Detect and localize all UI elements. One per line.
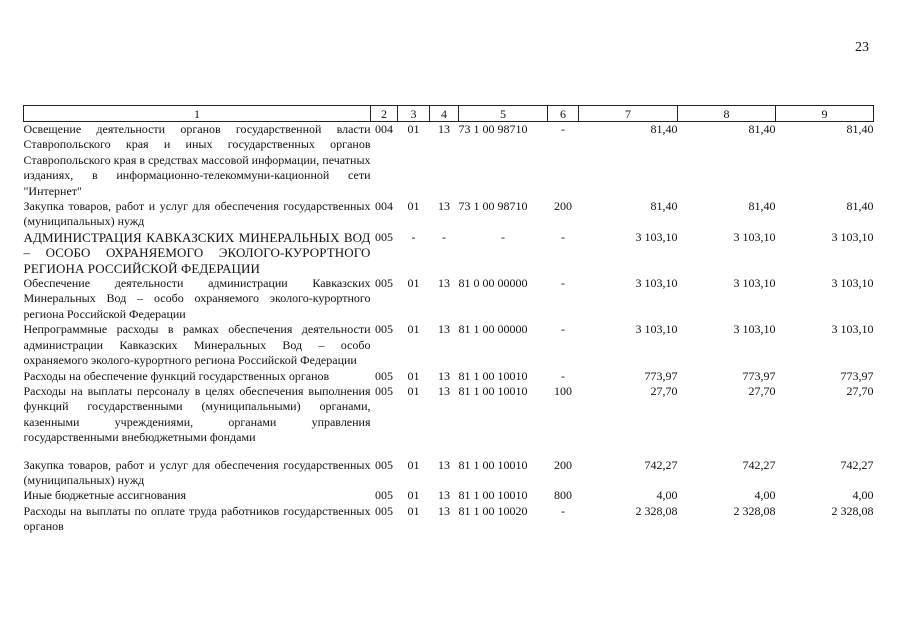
budget-table <box>23 105 874 535</box>
row-amount-3: 3 103,10 <box>831 276 874 291</box>
page-number: 23 <box>855 40 869 55</box>
row-ministry-code: 005 <box>375 383 393 398</box>
row-amount-2: 3 103,10 <box>733 322 776 337</box>
row-section-code: - <box>411 229 416 244</box>
row-target-code: 81 1 00 10010 <box>458 488 528 503</box>
table-header <box>24 106 874 122</box>
table-row <box>24 446 874 489</box>
row-section-code: 01 <box>407 503 420 518</box>
row-amount-1: 4,00 <box>656 488 678 503</box>
row-expense-type: - <box>561 368 565 383</box>
row-target-code: 73 1 00 98710 <box>458 199 528 214</box>
row-amount-3: 742,27 <box>840 457 874 472</box>
row-target-code: 81 1 00 00000 <box>458 322 528 337</box>
row-name: АДМИНИСТРАЦИЯ КАВКАЗСКИХ МИНЕРАЛЬНЫХ ВОД – ОСОБО ОХРАНЯЕМОГО ЭКОЛОГО-КУРОРТНОГО РЕГИОНА РОССИЙСКОЙ ФЕДЕРАЦИИ <box>23 229 371 276</box>
row-amount-2: 2 328,08 <box>733 503 776 518</box>
row-ministry-code: 005 <box>375 503 393 518</box>
row-amount-3: 3 103,10 <box>831 229 874 244</box>
row-target-code: 81 1 00 10020 <box>458 503 528 518</box>
row-ministry-code: 004 <box>375 199 393 214</box>
row-expense-type: - <box>561 122 565 136</box>
row-expense-type: - <box>561 229 565 244</box>
row-section-code: 01 <box>407 276 420 291</box>
row-name: Расходы на выплаты персоналу в целях обеспечения выполнения функций государственными (муниципальными) органами, казенными учреждениями, органами управления государственными внебюджетными фондами <box>23 383 371 445</box>
row-amount-1: 3 103,10 <box>635 322 678 337</box>
row-amount-2: 773,97 <box>742 368 776 383</box>
header-col-3: 3 <box>398 106 430 122</box>
row-name: Расходы на обеспечение функций государственных органов <box>23 368 330 383</box>
row-section-code: 01 <box>407 122 420 136</box>
header-col-6: 6 <box>548 106 579 122</box>
row-ministry-code: 005 <box>375 276 393 291</box>
row-name: Непрограммные расходы в рамках обеспечения деятельности администрации Кавказских Минеральных Вод – особо охраняемого эколого-курортного региона Российской Федерации <box>23 322 371 368</box>
row-target-code: 81 1 00 10010 <box>458 457 528 472</box>
header-row <box>24 106 874 122</box>
header-col-7: 7 <box>579 106 678 122</box>
row-amount-1: 27,70 <box>650 383 678 398</box>
row-subsection-code: 13 <box>438 122 450 136</box>
row-amount-1: 81,40 <box>650 199 678 214</box>
row-amount-3: 4,00 <box>852 488 874 503</box>
row-name: Закупка товаров, работ и услуг для обеспечения государственных (муниципальных) нужд <box>23 199 371 229</box>
row-amount-3: 773,97 <box>840 368 874 383</box>
row-amount-2: 4,00 <box>754 488 776 503</box>
row-name: Иные бюджетные ассигнования <box>23 488 186 503</box>
table-row <box>24 488 874 503</box>
table-row <box>24 322 874 368</box>
row-expense-type: - <box>561 503 565 518</box>
row-subsection-code: 13 <box>438 488 450 503</box>
row-amount-1: 3 103,10 <box>635 229 678 244</box>
row-amount-2: 3 103,10 <box>733 229 776 244</box>
row-amount-1: 773,97 <box>644 368 678 383</box>
row-ministry-code: 005 <box>375 488 393 503</box>
row-section-code: 01 <box>407 383 420 398</box>
row-amount-1: 742,27 <box>644 457 678 472</box>
row-amount-3: 81,40 <box>846 122 874 136</box>
row-ministry-code: 005 <box>375 229 393 244</box>
row-ministry-code: 005 <box>375 322 393 337</box>
header-col-5: 5 <box>459 106 548 122</box>
row-ministry-code: 004 <box>375 122 393 136</box>
table-row <box>24 369 874 384</box>
row-amount-2: 27,70 <box>748 383 776 398</box>
row-name: Расходы на выплаты по оплате труда работников государственных органов <box>23 503 371 534</box>
table-row <box>24 276 874 322</box>
row-target-code: 81 0 00 00000 <box>458 276 528 291</box>
row-amount-2: 3 103,10 <box>733 276 776 291</box>
row-subsection-code: 13 <box>438 457 450 472</box>
row-name: Закупка товаров, работ и услуг для обеспечения государственных (муниципальных) нужд <box>23 457 371 487</box>
row-amount-3: 27,70 <box>846 383 874 398</box>
row-ministry-code: 005 <box>375 457 393 472</box>
row-section-code: 01 <box>407 488 420 503</box>
header-col-8: 8 <box>678 106 776 122</box>
row-amount-2: 81,40 <box>748 122 776 136</box>
table-row <box>24 230 874 276</box>
row-subsection-code: - <box>442 229 446 244</box>
row-name: Освещение деятельности органов государственной власти Ставропольского края и иных государственных органов Ставропольского края в средствах массовой информации, печатных изданиях, в информационно-телекоммуни-кационной сети "Интернет" <box>23 122 371 198</box>
row-section-code: 01 <box>407 368 420 383</box>
row-amount-1: 81,40 <box>650 122 678 136</box>
row-amount-3: 3 103,10 <box>831 322 874 337</box>
row-subsection-code: 13 <box>438 199 450 214</box>
row-section-code: 01 <box>407 322 420 337</box>
row-subsection-code: 13 <box>438 276 450 291</box>
table-row <box>24 384 874 446</box>
row-section-code: 01 <box>407 457 420 472</box>
row-subsection-code: 13 <box>438 368 450 383</box>
row-amount-2: 742,27 <box>742 457 776 472</box>
row-expense-type: - <box>561 322 565 337</box>
row-name: Обеспечение деятельности администрации Кавказских Минеральных Вод – особо охраняемого эколого-курортного региона Российской Федерации <box>23 276 371 321</box>
header-col-1: 1 <box>24 106 371 122</box>
row-amount-2: 81,40 <box>748 199 776 214</box>
table-row <box>24 504 874 535</box>
row-target-code: - <box>501 229 505 244</box>
row-expense-type: 100 <box>554 383 572 398</box>
header-col-2: 2 <box>371 106 398 122</box>
row-amount-1: 2 328,08 <box>635 503 678 518</box>
row-target-code: 81 1 00 10010 <box>458 383 528 398</box>
table-row <box>24 199 874 230</box>
row-target-code: 81 1 00 10010 <box>458 368 528 383</box>
header-col-4: 4 <box>430 106 459 122</box>
row-amount-3: 2 328,08 <box>831 503 874 518</box>
row-expense-type: 800 <box>554 488 572 503</box>
row-amount-3: 81,40 <box>846 199 874 214</box>
row-target-code: 73 1 00 98710 <box>458 122 528 136</box>
row-amount-1: 3 103,10 <box>635 276 678 291</box>
row-subsection-code: 13 <box>438 383 450 398</box>
row-expense-type: 200 <box>554 199 572 214</box>
row-ministry-code: 005 <box>375 368 393 383</box>
row-expense-type: 200 <box>554 457 572 472</box>
row-section-code: 01 <box>407 199 420 214</box>
row-expense-type: - <box>561 276 565 291</box>
table-row <box>24 122 874 200</box>
row-subsection-code: 13 <box>438 503 450 518</box>
row-subsection-code: 13 <box>438 322 450 337</box>
header-col-9: 9 <box>776 106 874 122</box>
